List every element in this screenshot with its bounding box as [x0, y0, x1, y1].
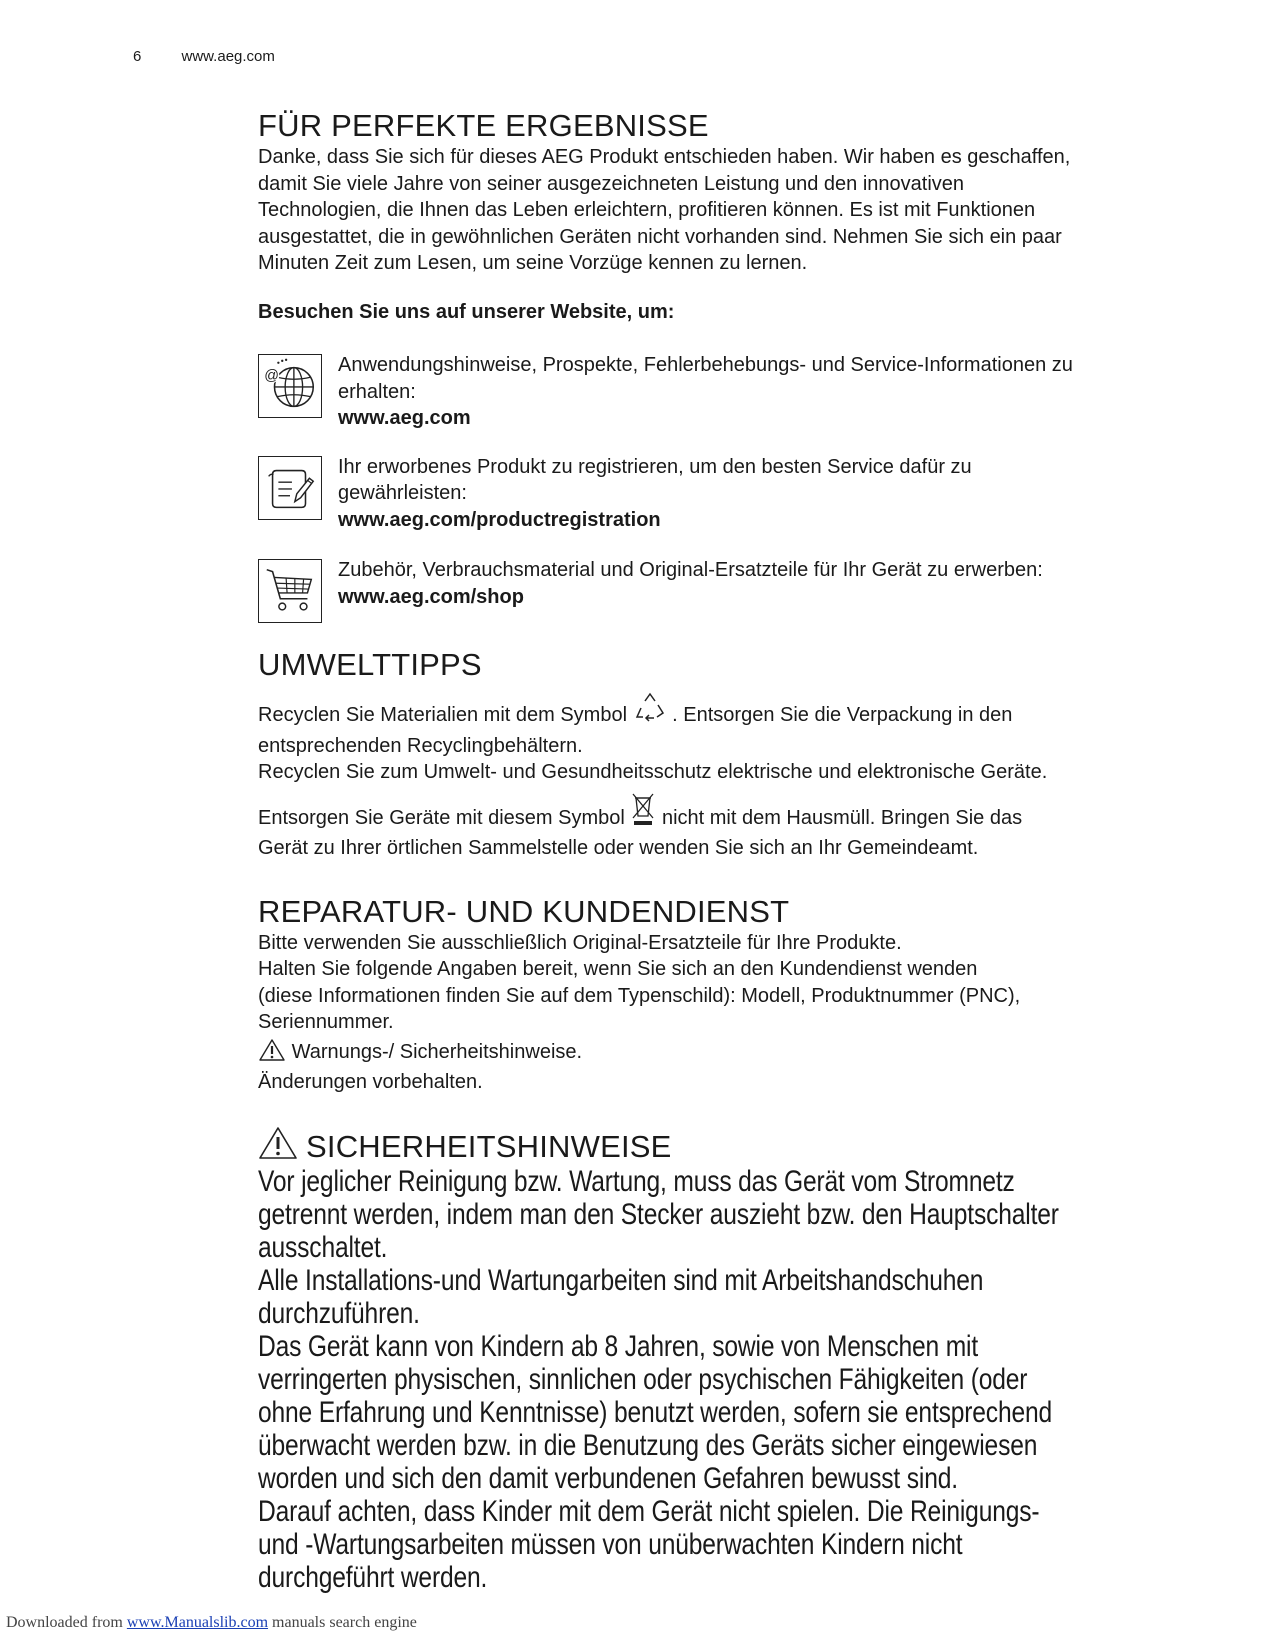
safety-heading — [258, 1126, 1178, 1165]
environment-line: Gerät zu Ihrer örtlichen Sammelstelle oder wenden Sie sich an Ihr Gemeindeamt. — [258, 837, 979, 859]
intro-line: Minuten Zeit zum Lesen, um seine Vorzüge kennen zu lernen. — [258, 252, 808, 274]
environment-line — [258, 691, 1178, 733]
safety-line: getrennt werden, indem man den Stecker auszieht bzw. den Hauptschalter — [258, 1197, 1059, 1231]
footer-prefix: Downloaded from — [6, 1614, 123, 1631]
intro-paragraph — [258, 144, 1178, 277]
environment-paragraph — [258, 691, 1178, 862]
safety-paragraph — [258, 1165, 1178, 1594]
page-header — [133, 48, 275, 65]
service-line: Halten Sie folgende Angaben bereit, wenn Sie sich an den Kundendienst wenden — [258, 958, 978, 980]
safety-line: Darauf achten, dass Kinder mit dem Gerät nicht spielen. Die Reinigungs- — [258, 1494, 1040, 1528]
section-title-environment: UMWELTTIPPS — [258, 647, 482, 682]
registration-pen-icon — [258, 456, 322, 520]
recycling-icon — [633, 691, 667, 733]
info-item-text — [338, 352, 1073, 432]
service-line: Bitte verwenden Sie ausschließlich Original-Ersatzteile für Ihre Produkte. — [258, 931, 902, 954]
safety-line: Alle Installations-und Wartungarbeiten sind mit Arbeitshandschuhen — [258, 1263, 984, 1297]
intro-line: ausgestattet, die in gewöhnlichen Geräten nicht vorhanden sind. Nehmen Sie sich ein paar — [258, 225, 1062, 248]
environment-text: nicht mit dem Hausmüll. Bringen Sie das — [661, 806, 1023, 829]
section-title-perfect-results: FÜR PERFEKTE ERGEBNISSE — [258, 108, 709, 143]
intro-line: Technologien, die Ihnen das Leben erleichtern, profitieren können. Es ist mit Funktionen — [258, 199, 1036, 221]
service-changes-note: Änderungen vorbehalten. — [258, 1071, 483, 1093]
service-line: (diese Informationen finden Sie auf dem Typenschild): Modell, Produktnummer (PNC), — [258, 984, 1021, 1007]
environment-line: entsprechenden Recyclingbehältern. — [258, 734, 583, 757]
safety-line: überwacht werden bzw. in die Benutzung des Geräts sicher eingewiesen — [258, 1428, 1038, 1462]
globe-at-icon — [258, 354, 322, 418]
section-title-repair-service: REPARATUR- UND KUNDENDIENST — [258, 893, 790, 929]
info-item-registration — [258, 454, 1178, 534]
download-footer — [6, 1614, 417, 1632]
svg-text:@: @ — [264, 368, 279, 385]
safety-line: ohne Erfahrung und Kenntnisse) benutzt werden, sofern sie entsprechend — [258, 1395, 1053, 1429]
footer-suffix: manuals search engine — [272, 1614, 417, 1631]
info-item-text — [338, 557, 1043, 610]
link-product-registration[interactable]: www.aeg.com/productregistration — [338, 508, 661, 531]
info-item-line: gewährleisten: — [338, 482, 467, 504]
info-item-line: erhalten: — [338, 380, 416, 403]
service-paragraph — [258, 930, 1178, 1096]
info-item-line: Zubehör, Verbrauchsmaterial und Original-Ersatzteile für Ihr Gerät zu erwerben: — [338, 559, 1043, 581]
warning-triangle-icon — [258, 1126, 298, 1165]
service-line: Seriennummer. — [258, 1011, 394, 1033]
shopping-cart-icon — [258, 559, 322, 623]
environment-text: Recyclen Sie Materialien mit dem Symbol — [258, 704, 628, 726]
info-item-support — [258, 352, 1178, 432]
service-warning-line — [258, 1038, 1178, 1070]
page-number: 6 — [133, 48, 142, 65]
info-item-shop — [258, 557, 1178, 623]
environment-line: Recyclen Sie zum Umwelt- und Gesundheitsschutz elektrische und elektronische Geräte. — [258, 761, 1048, 783]
environment-line — [258, 790, 1178, 836]
header-url: www.aeg.com — [181, 48, 275, 65]
safety-line: verringerten physischen, sinnlichen oder psychischen Fähigkeiten (oder — [258, 1362, 1028, 1396]
safety-line: durchgeführt werden. — [258, 1560, 488, 1594]
environment-text: Entsorgen Sie Geräte mit diesem Symbol — [258, 806, 625, 829]
info-item-line: Ihr erworbenes Produkt zu registrieren, um den besten Service dafür zu — [338, 455, 972, 478]
service-warning-text: Warnungs-/ Sicherheitshinweise. — [291, 1040, 583, 1063]
intro-line: damit Sie viele Jahre von seiner ausgezeichneten Leistung und den innovativen — [258, 172, 965, 195]
safety-line: und -Wartungsarbeiten müssen von unüberwachten Kindern nicht — [258, 1527, 963, 1561]
visit-website-heading: Besuchen Sie uns auf unserer Website, um: — [258, 300, 675, 323]
safety-line: Das Gerät kann von Kindern ab 8 Jahren, sowie von Menschen mit — [258, 1329, 979, 1363]
info-item-text — [338, 454, 972, 534]
manualslib-link[interactable]: www.Manualslib.com — [126, 1614, 269, 1631]
safety-line: worden und sich den damit verbundenen Gefahren bewusst sind. — [258, 1461, 958, 1495]
safety-line: durchzuführen. — [258, 1296, 420, 1330]
link-shop[interactable]: www.aeg.com/shop — [338, 585, 524, 608]
environment-text: . Entsorgen Sie die Verpackung in den — [672, 704, 1013, 726]
crossed-bin-icon — [630, 790, 656, 836]
intro-line: Danke, dass Sie sich für dieses AEG Produkt entschieden haben. Wir haben es geschaffen, — [258, 146, 1071, 168]
safety-line: Vor jeglicher Reinigung bzw. Wartung, muss das Gerät vom Stromnetz — [258, 1164, 1015, 1198]
document-content — [258, 108, 1178, 1594]
warning-triangle-icon — [258, 1038, 286, 1070]
section-title-safety: SICHERHEITSHINWEISE — [306, 1128, 672, 1164]
safety-line: ausschaltet. — [258, 1230, 388, 1264]
info-item-line: Anwendungshinweise, Prospekte, Fehlerbehebungs- und Service-Informationen zu — [338, 354, 1073, 376]
link-aeg-com[interactable]: www.aeg.com — [338, 407, 471, 429]
